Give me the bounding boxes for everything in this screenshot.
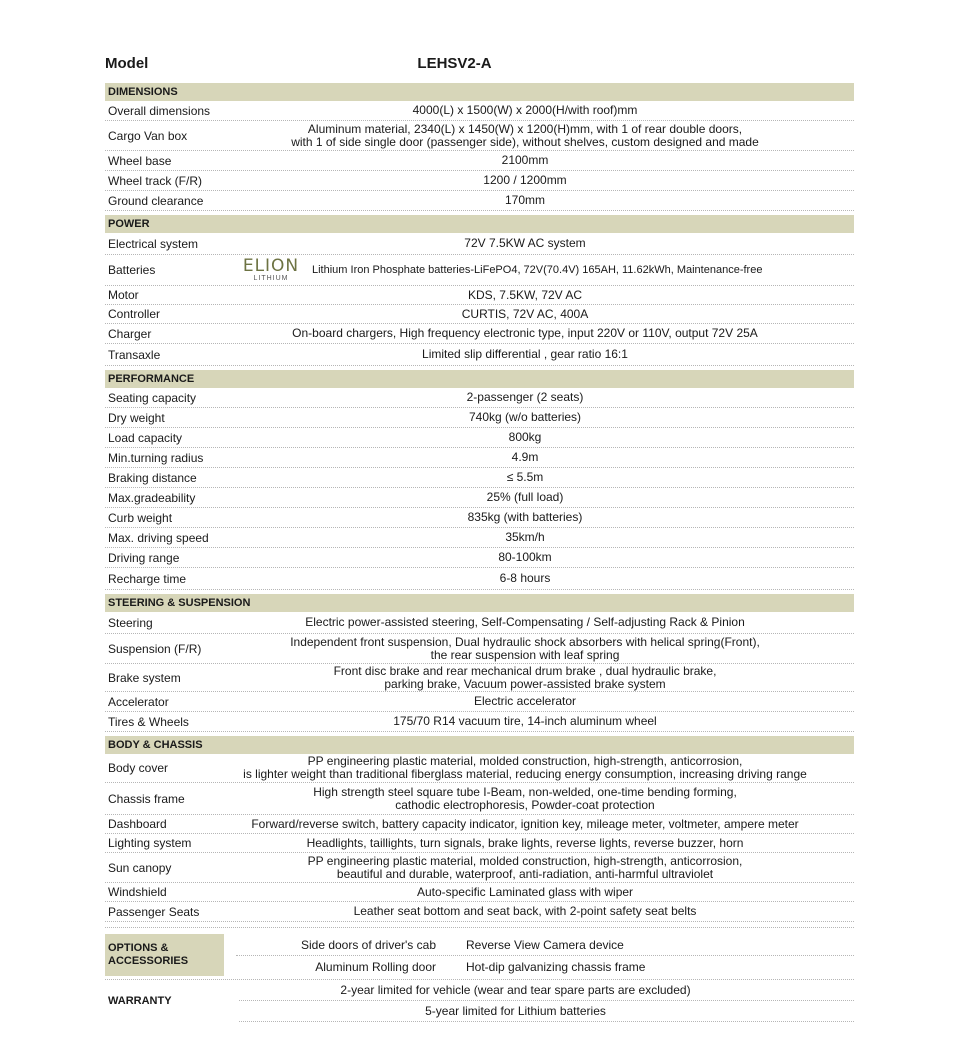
spec-value-line: 800kg — [508, 430, 542, 444]
spec-value-line: PP engineering plastic material, molded construction, high-strength, anticorrosion, — [307, 754, 743, 768]
spec-label: Charger — [108, 326, 152, 341]
spec-value-line: parking brake, Vacuum power-assisted brake system — [384, 676, 666, 691]
option-item: Hot-dip galvanizing chassis frame — [466, 959, 646, 974]
options-section — [105, 927, 854, 977]
spec-row — [105, 388, 854, 408]
logo-main-text: ELION — [242, 255, 300, 276]
spec-value-line: with 1 of side single door (passenger side), without shelves, custom designed and made — [291, 134, 759, 149]
spec-label: Dry weight — [108, 410, 165, 425]
spec-row — [105, 488, 854, 508]
spec-value — [236, 174, 854, 187]
spec-row — [105, 324, 854, 344]
spec-sheet — [105, 48, 854, 1022]
spec-value — [236, 255, 854, 283]
spec-label: Electrical system — [108, 236, 199, 251]
spec-value-line: On-board chargers, High frequency electronic type, input 220V or 110V, output 72V 25A — [292, 326, 758, 340]
spec-row — [105, 528, 854, 548]
spec-row — [105, 883, 854, 902]
warranty-label: WARRANTY — [108, 995, 172, 1007]
spec-label: Controller — [108, 307, 161, 321]
spec-value-line: Limited slip differential , gear ratio 16:1 — [422, 347, 628, 361]
spec-label: Ground clearance — [108, 193, 204, 208]
spec-label: Steering — [108, 615, 153, 630]
spec-value — [236, 104, 854, 117]
spec-label: Transaxle — [108, 347, 161, 362]
spec-value — [236, 237, 854, 250]
spec-value — [236, 411, 854, 424]
spec-label: Batteries — [108, 263, 156, 277]
spec-value-line: 80-100km — [498, 550, 552, 564]
spec-value — [236, 837, 854, 850]
spec-label: Passenger Seats — [108, 904, 200, 919]
spec-row — [105, 468, 854, 488]
spec-value — [236, 471, 854, 484]
spec-row — [105, 448, 854, 468]
spec-value-line: 35km/h — [505, 530, 545, 544]
spec-row — [105, 634, 854, 664]
spec-value — [236, 616, 854, 629]
model-header — [105, 48, 854, 78]
warranty-grid — [239, 980, 854, 1022]
spec-row — [105, 344, 854, 366]
spec-value — [236, 715, 854, 728]
spec-value — [236, 451, 854, 464]
spec-value — [236, 665, 854, 691]
spec-value — [236, 905, 854, 918]
spec-sections — [105, 83, 854, 922]
spec-value-line: 4.9m — [511, 450, 539, 464]
spec-label: Seating capacity — [108, 390, 197, 405]
spec-value — [236, 695, 854, 708]
spec-value-line: Headlights, taillights, turn signals, brake lights, reverse lights, reverse buzzer, horn — [306, 835, 744, 850]
spec-row — [105, 255, 854, 286]
options-label — [105, 934, 224, 976]
options-grid — [236, 934, 854, 977]
spec-value — [236, 818, 854, 831]
spec-label: Dashboard — [108, 817, 167, 831]
spec-row — [105, 233, 854, 255]
spec-value-line: High strength steel square tube I-Beam, non-welded, one-time bending forming, — [313, 784, 737, 799]
spec-value-line: Lithium Iron Phosphate batteries-LiFePO4, 72V(70.4V) 165AH, 11.62kWh, Maintenance-free — [312, 263, 763, 276]
spec-row — [105, 191, 854, 211]
option-item: Aluminum Rolling door — [315, 959, 436, 974]
spec-value-line: beautiful and durable, waterproof, anti-radiation, anti-harmful ultraviolet — [336, 866, 714, 881]
spec-label: Max. driving speed — [108, 530, 209, 545]
spec-value-line: is lighter weight than traditional fiberglass material, reducing energy consumption, increasing driving range — [243, 767, 807, 781]
spec-label: Suspension (F/R) — [108, 641, 202, 656]
spec-value — [236, 511, 854, 524]
spec-value — [236, 551, 854, 564]
spec-value-line: 25% (full load) — [486, 490, 564, 504]
spec-row — [105, 151, 854, 171]
options-row — [236, 956, 854, 977]
model-label: Model — [105, 54, 149, 72]
spec-value — [236, 154, 854, 167]
spec-value-line: Forward/reverse switch, battery capacity indicator, ignition key, mileage meter, voltmeter, ampere meter — [251, 816, 799, 831]
spec-label: Wheel track (F/R) — [108, 173, 203, 188]
spec-label: Load capacity — [108, 430, 183, 445]
spec-label: Braking distance — [108, 470, 197, 485]
spec-value-line: Aluminum material, 2340(L) x 1450(W) x 1200(H)mm, with 1 of rear double doors, — [307, 121, 743, 136]
spec-label: Min.turning radius — [108, 450, 204, 465]
spec-label: Max.gradeability — [108, 490, 196, 505]
spec-row — [105, 171, 854, 191]
options-label-line2: ACCESSORIES — [108, 955, 189, 967]
spec-label: Overall dimensions — [108, 103, 211, 118]
spec-row — [105, 754, 854, 783]
spec-row — [105, 508, 854, 528]
spec-value — [236, 572, 854, 585]
spec-value — [236, 755, 854, 781]
spec-label: Driving range — [108, 550, 180, 565]
spec-row — [105, 101, 854, 121]
spec-row — [105, 834, 854, 853]
spec-value — [236, 531, 854, 544]
spec-value-line: Front disc brake and rear mechanical drum brake , dual hydraulic brake, — [333, 663, 717, 678]
spec-label: Cargo Van box — [108, 128, 188, 143]
spec-row — [105, 286, 854, 305]
spec-row — [105, 548, 854, 568]
logo-sub-text: LITHIUM — [253, 274, 289, 282]
elion-lithium-logo — [236, 255, 306, 283]
spec-value — [236, 348, 854, 361]
spec-value-line: CURTIS, 72V AC, 400A — [461, 306, 589, 321]
spec-value-line: Independent front suspension, Dual hydraulic shock absorbers with helical spring(Front), — [290, 634, 760, 649]
spec-label: Recharge time — [108, 571, 187, 586]
spec-value-line: 72V 7.5KW AC system — [464, 236, 586, 250]
warranty-item: 2-year limited for vehicle (wear and tear spare parts are excluded) — [239, 980, 854, 1001]
spec-row — [105, 712, 854, 732]
spec-label: Sun canopy — [108, 860, 172, 875]
spec-value — [236, 855, 854, 881]
spec-row — [105, 305, 854, 324]
spec-value — [236, 308, 854, 321]
spec-value-line: 740kg (w/o batteries) — [468, 410, 582, 424]
section-header-power: POWER — [105, 215, 854, 233]
spec-value — [236, 194, 854, 207]
spec-value-line: 2-passenger (2 seats) — [466, 390, 584, 404]
spec-value — [236, 391, 854, 404]
spec-value — [236, 327, 854, 340]
spec-value — [236, 886, 854, 899]
options-row — [236, 934, 854, 956]
spec-row — [105, 783, 854, 815]
spec-value — [236, 786, 854, 812]
section-header-dimensions: DIMENSIONS — [105, 83, 854, 101]
spec-value-line: 170mm — [504, 193, 545, 207]
spec-label: Chassis frame — [108, 791, 185, 806]
spec-value-line: KDS, 7.5KW, 72V AC — [467, 287, 583, 302]
model-name: LEHSV2-A — [417, 54, 492, 72]
spec-label: Wheel base — [108, 153, 172, 168]
spec-value — [236, 289, 854, 302]
spec-value — [236, 636, 854, 662]
spec-value-line: 835kg (with batteries) — [467, 510, 583, 524]
section-header-body: BODY & CHASSIS — [105, 736, 854, 754]
spec-value-line: 2100mm — [501, 153, 549, 167]
spec-value-line: cathodic electrophoresis, Powder-coat protection — [395, 797, 655, 812]
spec-value-line: Auto-specific Laminated glass with wiper — [416, 884, 634, 899]
option-item: Side doors of driver's cab — [300, 937, 436, 952]
spec-value-line: Electric accelerator — [473, 694, 577, 708]
spec-row — [105, 853, 854, 883]
spec-label: Curb weight — [108, 510, 173, 525]
spec-row — [105, 568, 854, 590]
spec-value-line: 4000(L) x 1500(W) x 2000(H/with roof)mm — [412, 103, 638, 117]
spec-row — [105, 428, 854, 448]
spec-row — [105, 692, 854, 712]
spec-row — [105, 902, 854, 922]
warranty-section — [105, 979, 854, 1022]
spec-value-line: ≤ 5.5m — [506, 470, 544, 484]
spec-label: Lighting system — [108, 836, 192, 850]
spec-value — [236, 431, 854, 444]
section-header-steering: STEERING & SUSPENSION — [105, 594, 854, 612]
spec-value — [236, 491, 854, 504]
spec-value-line: Leather seat bottom and seat back, with 2-point safety seat belts — [353, 904, 697, 918]
spec-label: Accelerator — [108, 694, 169, 709]
section-header-performance: PERFORMANCE — [105, 370, 854, 388]
spec-value-line: Electric power-assisted steering, Self-Compensating / Self-adjusting Rack & Pinion — [305, 615, 745, 629]
options-label-line1: OPTIONS & — [108, 942, 169, 954]
spec-label: Windshield — [108, 885, 167, 899]
spec-row — [105, 612, 854, 634]
spec-value-line: 6-8 hours — [499, 571, 551, 585]
spec-row — [105, 815, 854, 834]
spec-value-line: 175/70 R14 vacuum tire, 14-inch aluminum wheel — [393, 714, 657, 728]
spec-row — [105, 664, 854, 692]
option-item: Reverse View Camera device — [466, 937, 624, 952]
spec-label: Body cover — [108, 761, 169, 775]
spec-value-line: the rear suspension with leaf spring — [430, 647, 620, 662]
spec-value-line: 1200 / 1200mm — [483, 173, 567, 187]
spec-label: Tires & Wheels — [108, 714, 189, 729]
spec-label: Motor — [108, 288, 139, 302]
spec-value-line: PP engineering plastic material, molded construction, high-strength, anticorrosion, — [307, 853, 743, 868]
spec-row — [105, 408, 854, 428]
spec-label: Brake system — [108, 670, 181, 685]
warranty-item: 5-year limited for Lithium batteries — [239, 1001, 854, 1022]
spec-row — [105, 121, 854, 151]
spec-value — [236, 123, 854, 149]
